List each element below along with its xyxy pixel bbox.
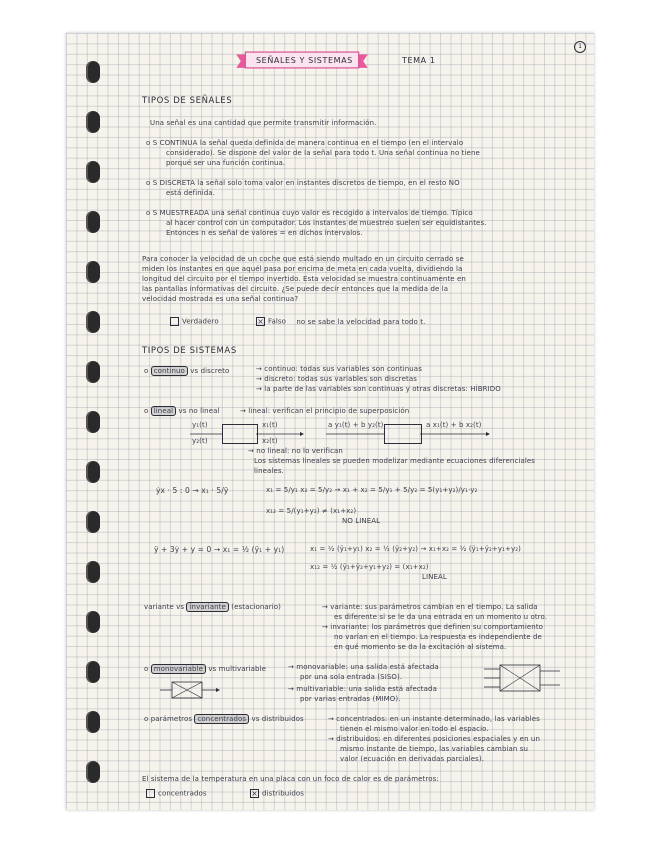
notebook-page: [66, 33, 594, 810]
text-line: mismo instante de tiempo, las variables cambian su: [340, 745, 529, 753]
binder-hole: [86, 61, 100, 83]
text-line: → multivariable: una salida está afectada: [288, 685, 437, 693]
system-type-parametros: o parámetros concentrados vs distribuidos: [144, 715, 304, 723]
text-line: al hacer control con un computador. Los instantes de muestreo suelen ser equidistantes.: [166, 219, 487, 227]
checkbox-icon: [146, 789, 155, 798]
binder-hole: [86, 661, 100, 683]
text-line: es diferente si se le da una entrada en un momento u otro.: [334, 613, 548, 621]
text-line: → lineal: verifican el principio de superposición: [240, 407, 410, 415]
text-line: valor (ecuación en derivadas parciales).: [340, 755, 485, 763]
text-line: → discreto: todas sus variables son discretas: [256, 375, 418, 383]
equation: x₁ = ½ (ÿ₁+y₁) x₂ = ½ (ÿ₂+y₂) → x₁+x₂ = ½ (ÿ₁+ÿ₂+y₁+y₂): [310, 545, 521, 553]
binder-hole: [86, 411, 100, 433]
arrow-icon: [326, 431, 496, 437]
input-label: y₁(t): [192, 421, 208, 429]
text-line: velocidad mostrada es una señal continua?: [142, 295, 299, 303]
text-line: Entonces n es señal de valores = en dichos intervalos.: [166, 229, 363, 237]
text-line: no varían en el tiempo. La respuesta es independiente de: [334, 633, 542, 641]
system-type-lineal: o lineal vs no lineal: [144, 407, 220, 415]
section-heading: TIPOS DE SEÑALES: [142, 96, 233, 106]
output-label: a x₁(t) + b x₂(t): [426, 421, 482, 429]
text-line: por una sola entrada (SISO).: [300, 673, 403, 681]
text-line: → monovariable: una salida está afectada: [288, 663, 439, 671]
equation: ÿ + 3ẏ + y = 0 → x₁ = ½ (ÿ₁ + y₁): [154, 545, 285, 554]
text-line: o S DISCRETA la señal solo toma valor en instantes discretos de tiempo, en el resto NO: [146, 179, 460, 187]
binder-hole: [86, 611, 100, 633]
output-label: x₂(t): [262, 437, 278, 445]
text-line: longitud del circuito por el tiempo invertido. Esta velocidad se muestra continuamente en: [142, 275, 466, 283]
page-title: SEÑALES Y SISTEMAS: [256, 56, 353, 65]
binder-hole: [86, 311, 100, 333]
binder-hole: [86, 461, 100, 483]
arrow-icon: [190, 431, 310, 437]
equation: x₁ = 5/y₁ x₂ = 5/y₂ → x₁ + x₂ = 5/y₁ + 5/y₂ = 5(y₁+y₂)/y₁·y₂: [266, 486, 478, 494]
equation: x₁₂ = ½ (ÿ₁+ÿ₂+y₁+y₂) = (x₁+x₂): [310, 563, 429, 571]
binder-hole: [86, 111, 100, 133]
option-distribuidos: × distribuidos: [250, 789, 304, 799]
text-line: → variante: sus parámetros cambian en el tiempo. La salida: [322, 603, 538, 611]
text-line: por varias entradas (MIMO).: [300, 695, 401, 703]
option-verdadero: Verdadero: [170, 317, 219, 327]
tema-label: TEMA 1: [402, 56, 436, 65]
text-line: Los sistemas lineales se pueden modelizar mediante ecuaciones diferenciales: [254, 457, 536, 465]
text-line: o S CONTINUA la señal queda definida de manera continua en el tiempo (en el intervalo: [146, 139, 464, 147]
result-label: LINEAL: [422, 573, 447, 581]
page-number: 1: [574, 41, 586, 53]
text-line: lineales.: [254, 467, 284, 475]
binder-hole: [86, 561, 100, 583]
text-line: → no lineal: no lo verifican: [248, 447, 343, 455]
binder-hole: [86, 161, 100, 183]
text-line: tienen el mismo valor en todo el espacio.: [340, 725, 489, 733]
result-label: NO LINEAL: [342, 517, 381, 525]
siso-diagram-icon: [160, 679, 220, 701]
text-line: considerado). Se dispone del valor de la señal para todo t. Una señal continua no tiene: [166, 149, 480, 157]
binder-hole: [86, 511, 100, 533]
binder-hole: [86, 761, 100, 783]
binder-hole: [86, 711, 100, 733]
binder-hole: [86, 261, 100, 283]
text-line: en qué momento se da la excitación al sistema.: [334, 643, 507, 651]
text-line: → distribuidos: en diferentes posiciones espaciales y en un: [328, 735, 541, 743]
input-label: y₂(t): [192, 437, 208, 445]
answer-note: no se sabe la velocidad para todo t.: [296, 317, 426, 326]
text-line: → la parte de las variables son continuas y otras discretas: HÍBRIDO: [256, 385, 501, 393]
system-type-continuo: o continuo vs discreto: [144, 367, 230, 375]
text-line: El sistema de la temperatura en una placa con un foco de calor es de parámetros:: [142, 775, 439, 783]
text-line: → continuo: todas sus variables son continuas: [256, 365, 422, 373]
system-type-monovariable: o monovariable vs multivariable: [144, 665, 267, 673]
equation: x₁₂ = 5/(y₁+y₂) ≠ (x₁+x₂): [266, 507, 357, 515]
checkbox-icon: [170, 317, 179, 326]
option-concentrados: concentrados: [146, 789, 207, 799]
text-line: → invariante: los parámetros que definen su comportamiento: [322, 623, 544, 631]
option-falso: × Falso no se sabe la velocidad para todo t.: [256, 317, 425, 327]
text-line: las pantallas informativas del circuito. ¿Se puede decir entonces que la medida de la: [142, 285, 449, 293]
mimo-diagram-icon: [484, 663, 564, 693]
text-line: miden los instantes en que aquél pasa por encima de meta en cada vuelta, dividiendo la: [142, 265, 463, 273]
text-line: Una señal es una cantidad que permite transmitir información.: [150, 119, 377, 127]
text-line: → concentrados: en un instante determinado, las variables: [328, 715, 540, 723]
text-line: o S MUESTREADA una señal continua cuyo valor es recogido a intervalos de tiempo. Típico: [146, 209, 473, 217]
output-label: x₁(t): [262, 421, 278, 429]
checked-checkbox-icon: [250, 789, 259, 798]
checked-checkbox-icon: [256, 317, 265, 326]
equation: ẏx · 5 : 0 → x₁ · 5/ÿ: [156, 486, 229, 495]
input-label: a y₁(t) + b y₂(t): [328, 421, 384, 429]
text-line: está definida.: [166, 189, 216, 197]
binder-hole: [86, 211, 100, 233]
text-line: porqué ser una función continua.: [166, 159, 286, 167]
system-type-variante: variante vs invariante (estacionario): [144, 603, 281, 611]
text-line: Para conocer la velocidad de un coche que está siendo multado en un circuito cerrado se: [142, 255, 464, 263]
section-heading: TIPOS DE SISTEMAS: [142, 346, 237, 356]
binder-hole: [86, 361, 100, 383]
